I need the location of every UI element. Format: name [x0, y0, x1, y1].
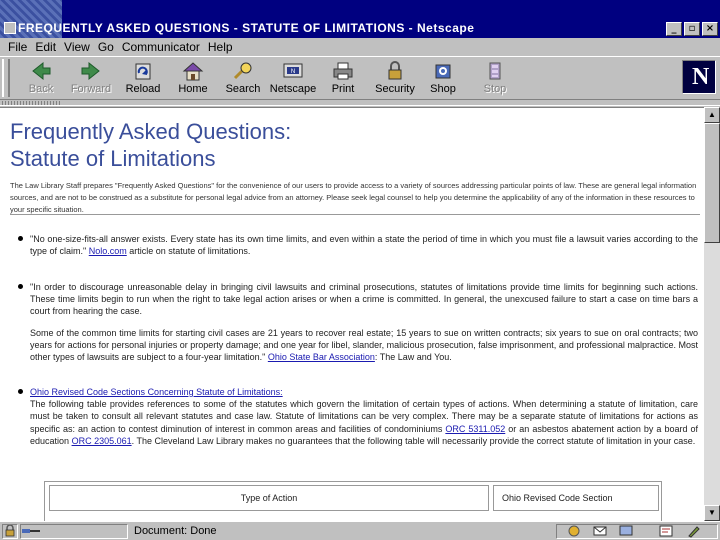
osba-paragraph-suffix: : The Law and You. [374, 352, 452, 363]
orc-text-1: The following table provides references to some of the statutes which govern the limitation of certain types of actions. When determining a statute of limitation, care must be taken to consult all relevant statutes and case law. Statute of limitations can be very complex. There may be a separate statute of limitations for actions as specific as: an action to contest diminution of interest in common areas and facilities of condominiums [30, 399, 698, 434]
bullet-dot [18, 236, 23, 241]
scroll-down-button[interactable]: ▼ [704, 505, 720, 521]
bullet-dot [18, 284, 23, 289]
scroll-thumb[interactable] [704, 123, 720, 243]
orc-5311-link[interactable]: ORC 5311.052 [445, 423, 506, 434]
shop-icon [431, 61, 455, 81]
padlock-icon [3, 525, 17, 537]
page-title [10, 118, 291, 172]
reload-button[interactable] [116, 61, 170, 97]
stop-button[interactable] [468, 61, 522, 97]
discussion-tray-icon[interactable] [618, 524, 634, 538]
bullet-osba [30, 281, 698, 318]
page-content [0, 107, 704, 521]
shop-label: Shop [430, 83, 456, 95]
back-label: Back [28, 83, 54, 95]
bullet-osba-text: "In order to discourage unreasonable delay in bringing civil lawsuits and criminal prosecutions, statutes of limitations provide time limits for beginning such actions. These time limits begin to run when the right to take legal action arises or when a crime is committed. In general, the unexcused failure to start a case on time bars a court from hearing the case. [30, 282, 698, 317]
security-button[interactable] [368, 61, 422, 97]
page-title-line2: Statute of Limitations [10, 146, 216, 171]
edit-tray-icon[interactable] [686, 524, 702, 538]
orc-text-3: . The Cleveland Law Library makes no guarantees that the following table will necessarily provide the correct statute of limitation in your case. [131, 435, 696, 446]
disclaimer-text: The Law Library Staff prepares "Frequently Asked Questions" for the convenience of our users to provide access to a variety of sources addressing particular points of law. These are general legal information sources, and are not to be construed as a substitute for personal legal advice from an attorney. Please seek legal counsel to help you determine the applicability of any of the information in these resources to your specific situation. [10, 181, 697, 214]
search-label: Search [225, 83, 261, 95]
forward-label: Forward [70, 83, 112, 95]
connection-icon [21, 525, 45, 537]
nolo-link[interactable]: Nolo.com [88, 246, 127, 257]
location-toolbar-grip[interactable] [2, 101, 62, 105]
toolbar-grip[interactable] [2, 59, 10, 97]
table-header-type: Type of Action [49, 485, 489, 511]
print-button[interactable] [316, 61, 370, 97]
security-indicator[interactable] [2, 524, 18, 539]
netscape-icon [281, 61, 305, 81]
reload-label: Reload [125, 83, 161, 95]
orc-2305-link[interactable]: ORC 2305.061 [71, 435, 132, 446]
osba-paragraph [30, 327, 698, 364]
lock-icon [383, 61, 407, 81]
reload-icon [131, 61, 155, 81]
minimize-button[interactable]: _ [666, 22, 682, 36]
bullet-dot [18, 389, 23, 394]
osba-paragraph-text: Some of the common time limits for starting civil cases are 21 years to recover real estate; 15 years to sue on written contracts; six years to sue on oral contracts; two years for actions for personal injuries or property damage; and one year for libel, slander, malicious prosecution, false imprisonment, and professional malpractice. Most other types of lawsuits are subject to a four-year limitation." [30, 328, 698, 363]
title-bar [0, 0, 720, 38]
window-title: FREQUENTLY ASKED QUESTIONS - STATUTE OF LIMITATIONS - Netscape [18, 21, 475, 35]
netscape-logo-letter: N [692, 64, 710, 90]
bullet-orc [30, 386, 698, 447]
menu-file[interactable]: File [8, 40, 28, 54]
progress-cell [20, 524, 128, 539]
svg-text:N: N [290, 69, 296, 75]
composer-tray-icon[interactable] [658, 524, 674, 538]
bullet-nolo-text: "No one-size-fits-all answer exists. Every state has its own time limits, and even within a state the period of time in which you must file a lawsuit varies according to the type of claim." [30, 234, 698, 257]
forward-arrow-icon [79, 61, 103, 81]
divider [10, 214, 700, 215]
stop-label: Stop [483, 83, 507, 95]
status-text: Document: Done [134, 525, 217, 537]
navigator-tray-icon[interactable] [566, 524, 582, 538]
window-icon[interactable] [4, 22, 16, 34]
home-icon [181, 61, 205, 81]
home-button[interactable] [166, 61, 220, 97]
orc-heading-link[interactable]: Ohio Revised Code Sections Concerning Statute of Limitations: [30, 387, 283, 397]
menu-go[interactable]: Go [97, 40, 114, 54]
menu-help[interactable]: Help [207, 40, 233, 54]
location-toolbar-collapsed[interactable] [0, 100, 720, 106]
statute-table [44, 481, 662, 521]
back-arrow-icon [29, 61, 53, 81]
back-button[interactable] [14, 61, 68, 97]
netscape-throbber-logo[interactable] [682, 60, 716, 94]
bullet-nolo [30, 233, 698, 257]
menu-edit[interactable]: Edit [35, 40, 57, 54]
menu-communicator[interactable]: Communicator [121, 40, 200, 54]
home-label: Home [178, 83, 208, 95]
osba-link[interactable]: Ohio State Bar Association [267, 352, 375, 363]
maximize-button[interactable]: ▫ [684, 22, 700, 36]
table-header-section: Ohio Revised Code Section [493, 485, 659, 511]
menu-bar [0, 38, 720, 56]
print-label: Print [331, 83, 355, 95]
security-label: Security [375, 83, 415, 95]
mail-tray-icon[interactable] [592, 524, 608, 538]
shop-button[interactable] [416, 61, 470, 97]
forward-button[interactable] [64, 61, 118, 97]
search-button[interactable] [216, 61, 270, 97]
bullet-nolo-suffix: article on statute of limitations. [129, 246, 251, 257]
status-bar [0, 521, 720, 540]
print-icon [331, 61, 355, 81]
stop-icon [483, 61, 507, 81]
navigation-toolbar [0, 56, 720, 100]
netscape-button[interactable] [266, 61, 320, 97]
menu-view[interactable]: View [64, 40, 90, 54]
close-button[interactable]: × [702, 22, 718, 36]
page-title-line1: Frequently Asked Questions: [10, 119, 292, 144]
scroll-up-button[interactable]: ▲ [704, 107, 720, 123]
search-icon [231, 61, 255, 81]
netscape-label: Netscape [269, 83, 317, 95]
vertical-scrollbar[interactable] [704, 107, 720, 521]
orc-text-2: or an asbestos abatement action by a board of education [30, 423, 698, 446]
